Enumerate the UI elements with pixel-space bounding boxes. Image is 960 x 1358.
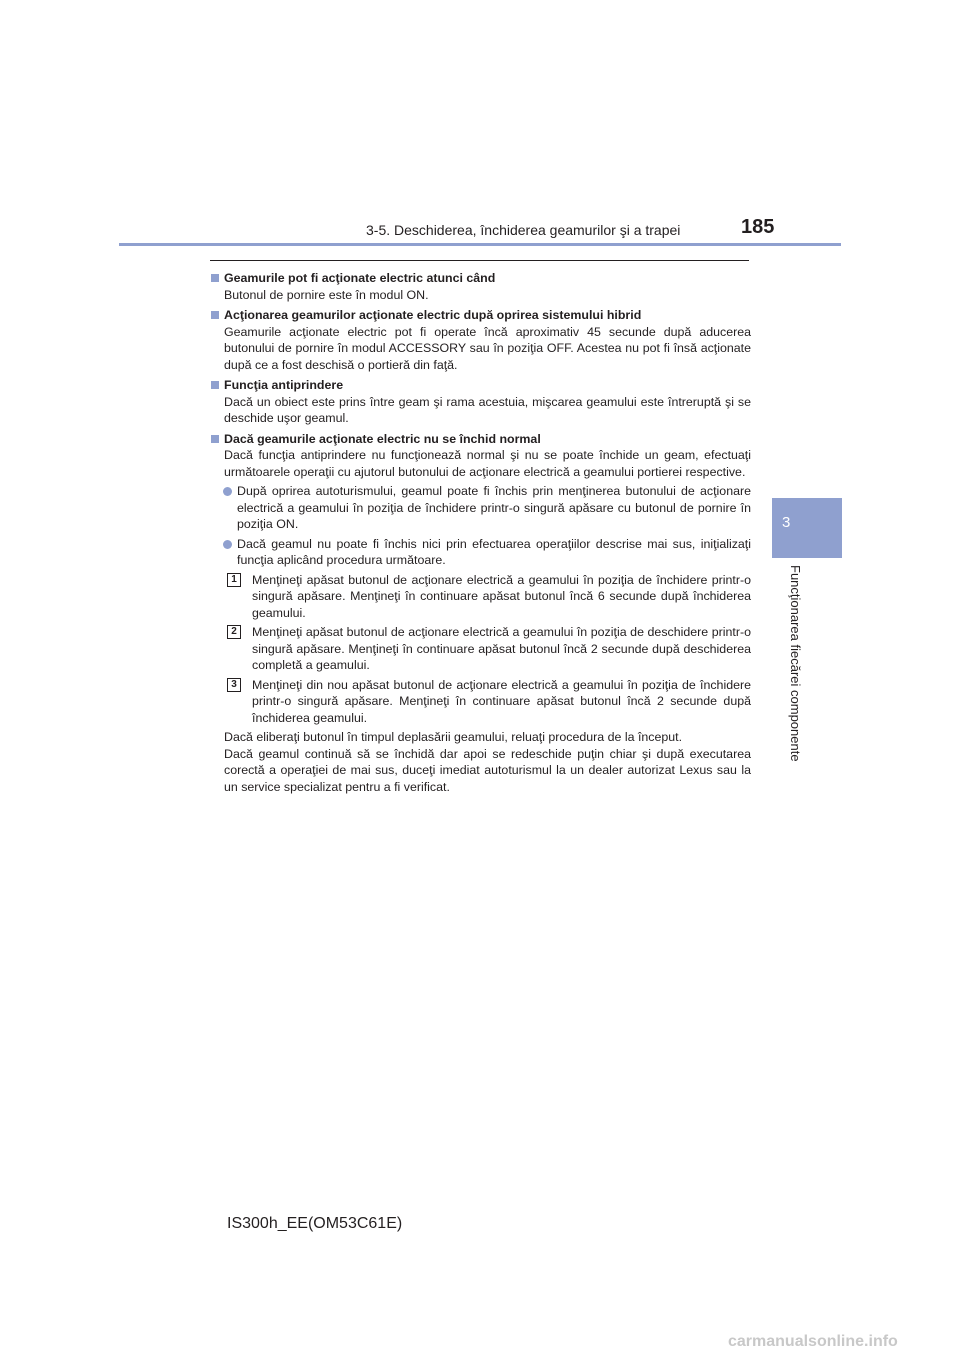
circle-bullet-icon [223, 540, 232, 549]
bullet-item: Dacă geamul nu poate fi închis nici prin efectuarea operaţiilor descrise mai sus, iniţializaţi funcţia aplicând procedura următoare. [211, 536, 751, 569]
footer-code: IS300h_EE(OM53C61E) [227, 1215, 403, 1232]
step-item: 3 Menţineţi din nou apăsat butonul de acţionare electrică a geamului în poziţia de închidere printr-o singură apăsare. Menţineţi în continuare apăsat butonul încă 2 secunde după închiderea geamului. [211, 677, 751, 727]
circle-bullet-icon [223, 487, 232, 496]
step-number-box: 1 [227, 573, 241, 587]
top-rule [210, 260, 749, 261]
header-rule [119, 243, 841, 246]
section-window-availability [211, 270, 751, 303]
section-text: Geamurile acţionate electric pot fi operate încă aproximativ 45 secunde după aducerea butonului de pornire în modul ACCESSORY sau în poziţia OFF. Acestea nu pot fi însă acţionate după ce a fost deschisă o portieră din faţă. [224, 324, 751, 372]
section-title: Acţionarea geamurilor acţionate electric după oprirea sistemului hibrid [211, 307, 751, 324]
section-title: Geamurile pot fi acţionate electric atunci când [211, 270, 751, 287]
section-title: Dacă geamurile acţionate electric nu se închid normal [211, 431, 751, 448]
square-bullet-icon [211, 274, 219, 282]
step-item: 1 Menţineţi apăsat butonul de acţionare electrică a geamului în poziţia de închidere printr-o singură apăsare. Menţineţi în continuare apăsat butonul încă 6 secunde după închiderea geamului. [211, 572, 751, 622]
watermark: carmanualsonline.info [728, 1333, 898, 1350]
square-bullet-icon [211, 381, 219, 389]
step-number-box: 2 [227, 625, 241, 639]
step-item: 2 Menţineţi apăsat butonul de acţionare electrică a geamului în poziţia de deschidere printr-o singură apăsare. Menţineţi în continuare apăsat butonul încă 2 secunde după deschiderea completă a geamului. [211, 624, 751, 674]
content [211, 270, 751, 799]
section-text: Dacă funcţia antiprindere nu funcţionează normal şi nu se poate închide un geam, efectuaţi următoarele operaţii cu ajutorul butonului de acţionare electrică a geamului portierei respective. [224, 448, 751, 479]
header-title: 3-5. Deschiderea, închiderea geamurilor şi a trapei [366, 222, 681, 238]
square-bullet-icon [211, 435, 219, 443]
closing-text: Dacă eliberaţi butonul în timpul deplasării geamului, reluaţi procedura de la început. [224, 730, 683, 744]
section-text: Butonul de pornire este în modul ON. [224, 287, 429, 302]
chapter-tab [772, 498, 842, 558]
step-number-box: 3 [227, 678, 241, 692]
square-bullet-icon [211, 311, 219, 319]
section-jam-protection [211, 377, 751, 427]
section-text: Dacă un obiect este prins între geam şi rama acestuia, mişcarea geamului este întreruptă şi se deschide uşor geamul. [224, 394, 751, 425]
page-number: 185 [741, 216, 775, 238]
chapter-title: Funcţionarea fiecărei componente [788, 565, 803, 762]
section-not-closing [211, 431, 751, 796]
section-title: Funcţia antiprindere [211, 377, 751, 394]
closing-text: Dacă geamul continuă să se închidă dar apoi se redeschide puţin chiar şi după executarea corectă a operaţiei de mai sus, duceţi imediat autoturismul la un dealer autorizat Lexus sau la un service specializat pentru a fi verificat. [224, 746, 751, 794]
section-after-hybrid-off [211, 307, 751, 373]
bullet-item: După oprirea autoturismului, geamul poate fi închis prin menţinerea butonului de acţionare electrică a geamului în poziţia de închidere printr-o singură apăsare cu butonul de pornire în poziţia ON. [211, 483, 751, 533]
chapter-number: 3 [782, 514, 791, 531]
